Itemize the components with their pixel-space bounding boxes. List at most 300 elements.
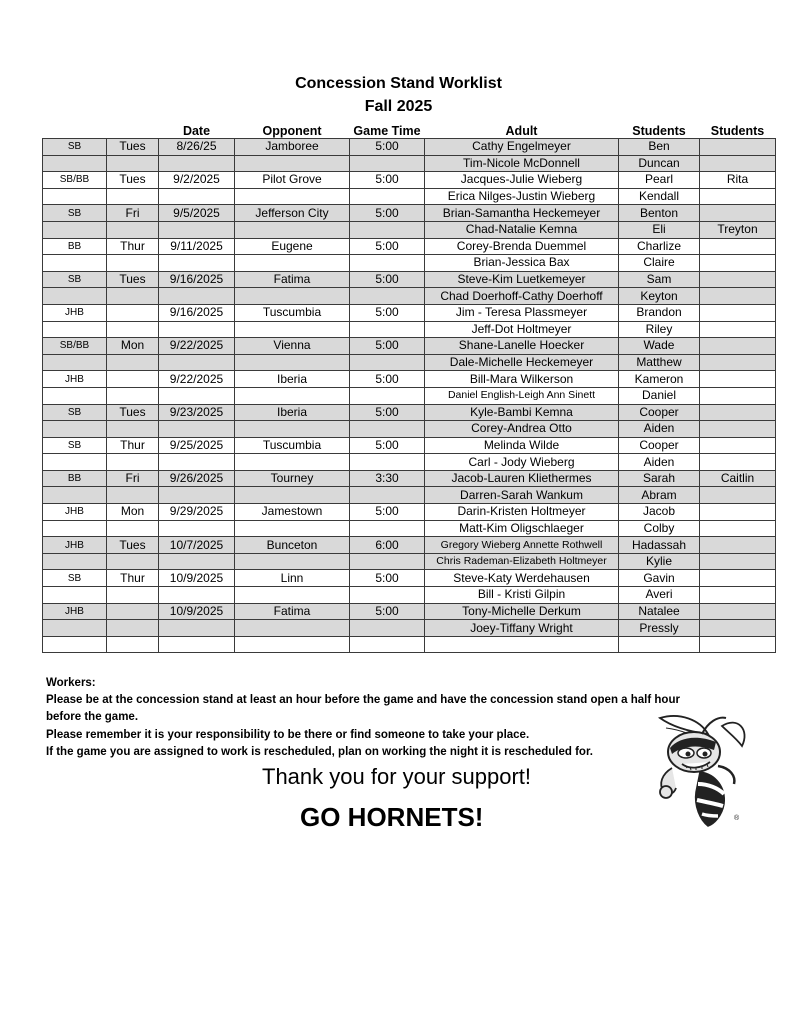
opponent-cell: Fatima: [235, 603, 350, 620]
student-1-cell: [619, 636, 700, 653]
adult-cell: Darren-Sarah Wankum: [425, 487, 619, 504]
date-cell: [159, 487, 235, 504]
opponent-cell: [235, 636, 350, 653]
adult-cell: Daniel English-Leigh Ann Sinett: [425, 387, 619, 404]
day-cell: Mon: [107, 338, 159, 355]
adult-cell: Jim - Teresa Plassmeyer: [425, 304, 619, 321]
game-time-cell: 5:00: [350, 271, 425, 288]
game-time-cell: [350, 587, 425, 604]
opponent-cell: [235, 553, 350, 570]
level-cell: [43, 321, 107, 338]
student-2-cell: Rita: [700, 172, 776, 189]
student-2-cell: [700, 387, 776, 404]
opponent-cell: Bunceton: [235, 537, 350, 554]
student-2-cell: [700, 504, 776, 521]
game-time-cell: 5:00: [350, 504, 425, 521]
day-cell: [107, 354, 159, 371]
level-cell: SB: [43, 139, 107, 156]
student-2-cell: [700, 321, 776, 338]
table-row: [43, 321, 776, 338]
student-1-cell: Cooper: [619, 404, 700, 421]
opponent-cell: [235, 454, 350, 471]
day-cell: Thur: [107, 437, 159, 454]
date-cell: [159, 587, 235, 604]
table-row: [43, 338, 776, 355]
date-cell: 9/16/2025: [159, 304, 235, 321]
date-cell: [159, 255, 235, 272]
table-row: [43, 421, 776, 438]
workers-line-1: Please be at the concession stand at least an hour before the game and have the concession stand open a half hour before the game.: [46, 694, 680, 724]
date-cell: 9/23/2025: [159, 404, 235, 421]
date-cell: [159, 221, 235, 238]
day-cell: [107, 288, 159, 305]
level-cell: JHB: [43, 603, 107, 620]
student-1-cell: Aiden: [619, 421, 700, 438]
adult-cell: Chad-Natalie Kemna: [425, 221, 619, 238]
opponent-cell: Jefferson City: [235, 205, 350, 222]
level-cell: SB/BB: [43, 172, 107, 189]
student-1-cell: Keyton: [619, 288, 700, 305]
game-time-cell: 6:00: [350, 537, 425, 554]
opponent-cell: [235, 387, 350, 404]
day-cell: [107, 587, 159, 604]
game-time-cell: [350, 288, 425, 305]
day-cell: [107, 387, 159, 404]
student-1-cell: Riley: [619, 321, 700, 338]
level-cell: [43, 387, 107, 404]
student-1-cell: Natalee: [619, 603, 700, 620]
student-1-cell: Benton: [619, 205, 700, 222]
adult-cell: Jacob-Lauren Kliethermes: [425, 470, 619, 487]
table-row: [43, 238, 776, 255]
table-row: [43, 221, 776, 238]
student-1-cell: Kendall: [619, 188, 700, 205]
table-row: [43, 188, 776, 205]
header-date: Date: [182, 124, 211, 138]
adult-cell: Tim-Nicole McDonnell: [425, 155, 619, 172]
date-cell: 9/2/2025: [159, 172, 235, 189]
day-cell: Fri: [107, 205, 159, 222]
level-cell: SB: [43, 271, 107, 288]
date-cell: 9/26/2025: [159, 470, 235, 487]
table-row: [43, 255, 776, 272]
table-row: [43, 487, 776, 504]
student-1-cell: Brandon: [619, 304, 700, 321]
table-row: [43, 537, 776, 554]
student-2-cell: [700, 537, 776, 554]
adult-cell: Jeff-Dot Holtmeyer: [425, 321, 619, 338]
student-2-cell: [700, 437, 776, 454]
opponent-cell: [235, 155, 350, 172]
date-cell: 9/22/2025: [159, 371, 235, 388]
opponent-cell: Fatima: [235, 271, 350, 288]
table-row: [43, 155, 776, 172]
opponent-cell: Vienna: [235, 338, 350, 355]
student-1-cell: Averi: [619, 587, 700, 604]
table-row: [43, 437, 776, 454]
day-cell: Tues: [107, 537, 159, 554]
opponent-cell: [235, 188, 350, 205]
level-cell: SB: [43, 404, 107, 421]
student-2-cell: [700, 288, 776, 305]
day-cell: [107, 421, 159, 438]
level-cell: BB: [43, 238, 107, 255]
date-cell: [159, 636, 235, 653]
student-1-cell: Sarah: [619, 470, 700, 487]
page-title: Concession Stand Worklist: [295, 75, 502, 92]
opponent-cell: Iberia: [235, 371, 350, 388]
game-time-cell: [350, 255, 425, 272]
game-time-cell: [350, 421, 425, 438]
adult-cell: Kyle-Bambi Kemna: [425, 404, 619, 421]
adult-cell: Joey-Tiffany Wright: [425, 620, 619, 637]
adult-cell: Cathy Engelmeyer: [425, 139, 619, 156]
adult-cell: Bill - Kristi Gilpin: [425, 587, 619, 604]
adult-cell: Steve-Kim Luetkemeyer: [425, 271, 619, 288]
day-cell: [107, 636, 159, 653]
game-time-cell: [350, 520, 425, 537]
level-cell: BB: [43, 470, 107, 487]
level-cell: [43, 553, 107, 570]
student-1-cell: Gavin: [619, 570, 700, 587]
opponent-cell: [235, 321, 350, 338]
opponent-cell: Linn: [235, 570, 350, 587]
student-1-cell: Ben: [619, 139, 700, 156]
student-2-cell: [700, 587, 776, 604]
student-2-cell: [700, 603, 776, 620]
hornet-mascot-icon: [652, 708, 752, 828]
student-2-cell: [700, 304, 776, 321]
student-2-cell: [700, 139, 776, 156]
day-cell: Tues: [107, 172, 159, 189]
game-time-cell: [350, 155, 425, 172]
table-row: [43, 470, 776, 487]
table-row: [43, 371, 776, 388]
student-1-cell: Charlize: [619, 238, 700, 255]
day-cell: [107, 255, 159, 272]
student-1-cell: Hadassah: [619, 537, 700, 554]
date-cell: 9/25/2025: [159, 437, 235, 454]
level-cell: [43, 587, 107, 604]
game-time-cell: [350, 636, 425, 653]
student-1-cell: Matthew: [619, 354, 700, 371]
day-cell: [107, 603, 159, 620]
table-header-row: [43, 122, 776, 139]
game-time-cell: 5:00: [350, 338, 425, 355]
adult-cell: Tony-Michelle Derkum: [425, 603, 619, 620]
adult-cell: Jacques-Julie Wieberg: [425, 172, 619, 189]
adult-cell: Corey-Brenda Duemmel: [425, 238, 619, 255]
day-cell: Tues: [107, 139, 159, 156]
date-cell: [159, 321, 235, 338]
day-cell: Thur: [107, 238, 159, 255]
adult-cell: Brian-Jessica Bax: [425, 255, 619, 272]
registered-mark: ®: [734, 815, 740, 822]
level-cell: [43, 288, 107, 305]
opponent-cell: [235, 487, 350, 504]
student-1-cell: Pressly: [619, 620, 700, 637]
date-cell: 8/26/25: [159, 139, 235, 156]
date-cell: [159, 387, 235, 404]
adult-cell: [425, 636, 619, 653]
worklist-table: [42, 122, 776, 653]
game-time-cell: 5:00: [350, 404, 425, 421]
opponent-cell: [235, 288, 350, 305]
adult-cell: Gregory Wieberg Annette Rothwell: [425, 537, 619, 554]
adult-cell: Brian-Samantha Heckemeyer: [425, 205, 619, 222]
adult-cell: Melinda Wilde: [425, 437, 619, 454]
header-game-time: Game Time: [353, 124, 421, 138]
level-cell: [43, 421, 107, 438]
workers-heading: Workers:: [46, 677, 96, 689]
game-time-cell: 5:00: [350, 437, 425, 454]
date-cell: [159, 421, 235, 438]
day-cell: [107, 188, 159, 205]
adult-cell: Bill-Mara Wilkerson: [425, 371, 619, 388]
date-cell: 10/7/2025: [159, 537, 235, 554]
game-time-cell: 5:00: [350, 570, 425, 587]
game-time-cell: [350, 454, 425, 471]
day-cell: [107, 321, 159, 338]
student-2-cell: [700, 155, 776, 172]
table-row: [43, 587, 776, 604]
level-cell: JHB: [43, 504, 107, 521]
student-1-cell: Sam: [619, 271, 700, 288]
table-row: [43, 504, 776, 521]
student-2-cell: Treyton: [700, 221, 776, 238]
student-2-cell: [700, 553, 776, 570]
student-2-cell: [700, 421, 776, 438]
student-2-cell: [700, 570, 776, 587]
game-time-cell: [350, 221, 425, 238]
game-time-cell: [350, 620, 425, 637]
level-cell: JHB: [43, 304, 107, 321]
student-1-cell: Colby: [619, 520, 700, 537]
date-cell: 9/11/2025: [159, 238, 235, 255]
opponent-cell: Pilot Grove: [235, 172, 350, 189]
student-1-cell: Claire: [619, 255, 700, 272]
game-time-cell: 5:00: [350, 205, 425, 222]
table-row: [43, 354, 776, 371]
student-2-cell: [700, 487, 776, 504]
adult-cell: Erica Nilges-Justin Wieberg: [425, 188, 619, 205]
student-1-cell: Kylie: [619, 553, 700, 570]
workers-instructions: [46, 675, 686, 761]
table-row: [43, 139, 776, 156]
day-cell: [107, 454, 159, 471]
table-row: [43, 387, 776, 404]
student-2-cell: [700, 271, 776, 288]
game-time-cell: 5:00: [350, 304, 425, 321]
adult-cell: Shane-Lanelle Hoecker: [425, 338, 619, 355]
adult-cell: Darin-Kristen Holtmeyer: [425, 504, 619, 521]
day-cell: Tues: [107, 271, 159, 288]
adult-cell: Dale-Michelle Heckemeyer: [425, 354, 619, 371]
opponent-cell: Tourney: [235, 470, 350, 487]
table-row: [43, 172, 776, 189]
opponent-cell: Eugene: [235, 238, 350, 255]
student-2-cell: [700, 338, 776, 355]
level-cell: [43, 188, 107, 205]
level-cell: [43, 454, 107, 471]
adult-cell: Steve-Katy Werdehausen: [425, 570, 619, 587]
adult-cell: Chad Doerhoff-Cathy Doerhoff: [425, 288, 619, 305]
student-2-cell: [700, 354, 776, 371]
student-2-cell: [700, 636, 776, 653]
day-cell: [107, 371, 159, 388]
header-adult: Adult: [505, 124, 538, 138]
game-time-cell: [350, 321, 425, 338]
table-row: [43, 288, 776, 305]
opponent-cell: [235, 354, 350, 371]
level-cell: [43, 221, 107, 238]
level-cell: [43, 487, 107, 504]
table-row: [43, 520, 776, 537]
table-row: [43, 620, 776, 637]
level-cell: [43, 255, 107, 272]
game-time-cell: 5:00: [350, 603, 425, 620]
student-1-cell: Pearl: [619, 172, 700, 189]
day-cell: Mon: [107, 504, 159, 521]
student-1-cell: Kameron: [619, 371, 700, 388]
date-cell: 9/22/2025: [159, 338, 235, 355]
student-1-cell: Aiden: [619, 454, 700, 471]
student-2-cell: [700, 205, 776, 222]
level-cell: SB: [43, 437, 107, 454]
level-cell: [43, 354, 107, 371]
game-time-cell: [350, 354, 425, 371]
day-cell: [107, 553, 159, 570]
table-row: [43, 603, 776, 620]
student-2-cell: [700, 454, 776, 471]
table-row: [43, 570, 776, 587]
go-hornets-slogan: GO HORNETS!: [300, 802, 484, 832]
student-1-cell: Abram: [619, 487, 700, 504]
student-2-cell: Caitlin: [700, 470, 776, 487]
level-cell: SB/BB: [43, 338, 107, 355]
student-2-cell: [700, 620, 776, 637]
adult-cell: Chris Rademan-Elizabeth Holtmeyer: [425, 553, 619, 570]
student-2-cell: [700, 520, 776, 537]
date-cell: [159, 188, 235, 205]
adult-cell: Matt-Kim Oligschlaeger: [425, 520, 619, 537]
game-time-cell: [350, 553, 425, 570]
date-cell: 9/16/2025: [159, 271, 235, 288]
day-cell: [107, 520, 159, 537]
date-cell: 10/9/2025: [159, 570, 235, 587]
day-cell: [107, 155, 159, 172]
game-time-cell: 5:00: [350, 139, 425, 156]
student-1-cell: Wade: [619, 338, 700, 355]
opponent-cell: [235, 421, 350, 438]
table-row: [43, 304, 776, 321]
table-row: [43, 454, 776, 471]
level-cell: JHB: [43, 537, 107, 554]
date-cell: 9/5/2025: [159, 205, 235, 222]
opponent-cell: Iberia: [235, 404, 350, 421]
table-row: [43, 404, 776, 421]
date-cell: 10/9/2025: [159, 603, 235, 620]
header-students-2: Students: [710, 124, 765, 138]
table-row: [43, 271, 776, 288]
day-cell: Fri: [107, 470, 159, 487]
day-cell: Tues: [107, 404, 159, 421]
opponent-cell: Jamestown: [235, 504, 350, 521]
student-1-cell: Jacob: [619, 504, 700, 521]
header-day: [107, 122, 159, 139]
day-cell: [107, 620, 159, 637]
student-2-cell: [700, 255, 776, 272]
header-opponent: Opponent: [262, 124, 322, 138]
student-2-cell: [700, 371, 776, 388]
header-level: [43, 122, 107, 139]
table-row: [43, 636, 776, 653]
game-time-cell: [350, 487, 425, 504]
adult-cell: Carl - Jody Wieberg: [425, 454, 619, 471]
student-1-cell: Daniel: [619, 387, 700, 404]
level-cell: [43, 155, 107, 172]
student-1-cell: Eli: [619, 221, 700, 238]
level-cell: [43, 636, 107, 653]
opponent-cell: [235, 221, 350, 238]
thank-you-message: Thank you for your support!: [262, 764, 532, 789]
opponent-cell: [235, 255, 350, 272]
level-cell: JHB: [43, 371, 107, 388]
game-time-cell: [350, 188, 425, 205]
game-time-cell: 5:00: [350, 172, 425, 189]
student-1-cell: Duncan: [619, 155, 700, 172]
workers-line-3: If the game you are assigned to work is rescheduled, plan on working the night it is rescheduled for.: [46, 745, 593, 758]
table-row: [43, 205, 776, 222]
header-students-1: Students: [632, 124, 686, 138]
student-2-cell: [700, 404, 776, 421]
date-cell: [159, 520, 235, 537]
level-cell: SB: [43, 205, 107, 222]
date-cell: [159, 620, 235, 637]
day-cell: [107, 487, 159, 504]
date-cell: 9/29/2025: [159, 504, 235, 521]
date-cell: [159, 454, 235, 471]
day-cell: [107, 304, 159, 321]
game-time-cell: 5:00: [350, 238, 425, 255]
page-subtitle: Fall 2025: [364, 98, 433, 115]
level-cell: [43, 620, 107, 637]
game-time-cell: 5:00: [350, 371, 425, 388]
student-2-cell: [700, 188, 776, 205]
date-cell: [159, 354, 235, 371]
day-cell: Thur: [107, 570, 159, 587]
date-cell: [159, 155, 235, 172]
opponent-cell: Tuscumbia: [235, 437, 350, 454]
student-1-cell: Cooper: [619, 437, 700, 454]
opponent-cell: [235, 587, 350, 604]
opponent-cell: Tuscumbia: [235, 304, 350, 321]
date-cell: [159, 288, 235, 305]
workers-line-2: Please remember it is your responsibility to be there or find someone to take your place.: [46, 728, 530, 741]
student-2-cell: [700, 238, 776, 255]
opponent-cell: [235, 620, 350, 637]
level-cell: SB: [43, 570, 107, 587]
opponent-cell: Jamboree: [235, 139, 350, 156]
date-cell: [159, 553, 235, 570]
level-cell: [43, 520, 107, 537]
day-cell: [107, 221, 159, 238]
opponent-cell: [235, 520, 350, 537]
adult-cell: Corey-Andrea Otto: [425, 421, 619, 438]
game-time-cell: [350, 387, 425, 404]
game-time-cell: 3:30: [350, 470, 425, 487]
table-row: [43, 553, 776, 570]
